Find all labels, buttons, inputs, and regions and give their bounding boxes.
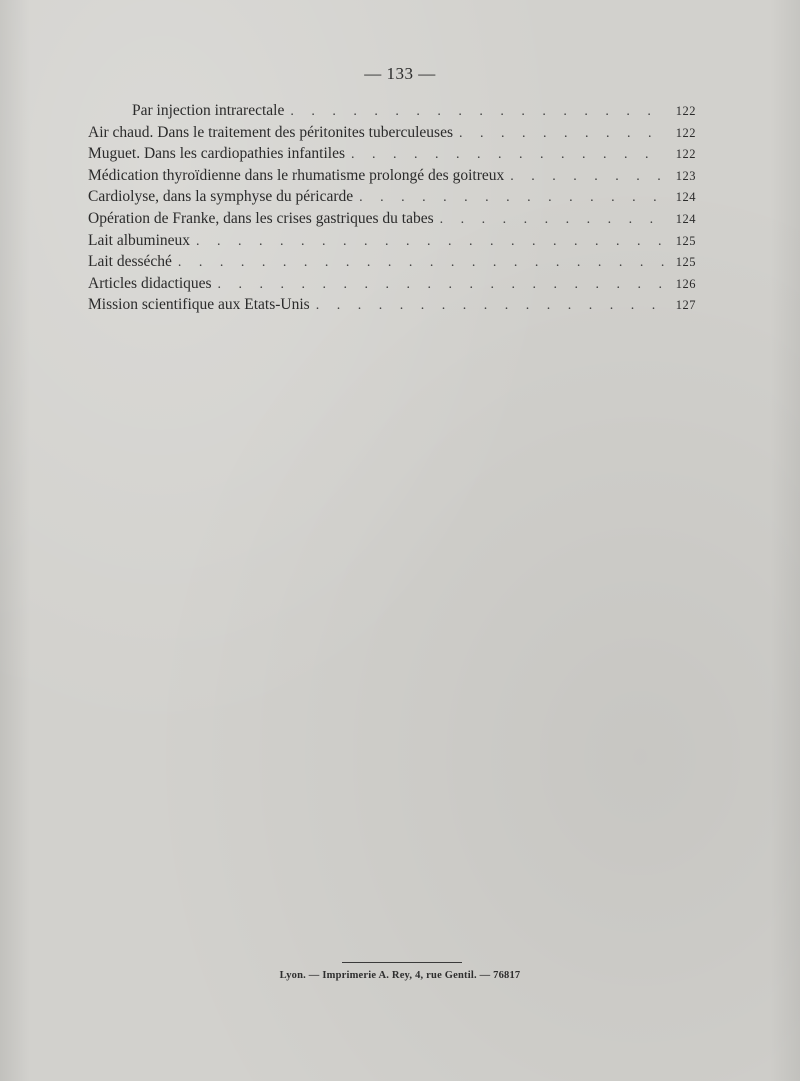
- table-of-contents: [88, 100, 696, 316]
- toc-entry-page: 123: [675, 168, 696, 183]
- dot-leader: [196, 231, 664, 253]
- toc-entry: [88, 230, 696, 252]
- toc-entry-page: 125: [675, 255, 696, 270]
- toc-entry-label: Mission scientifique aux Etats-Unis: [88, 296, 310, 314]
- toc-entry-page: 125: [675, 233, 696, 248]
- toc-entry-label: Muguet. Dans les cardiopathies infantiles: [88, 145, 345, 163]
- footer-rule: [342, 962, 462, 963]
- toc-entry-label: Lait albumineux: [88, 231, 191, 249]
- page-number-heading: — 133 —: [364, 64, 436, 83]
- dot-leader: [440, 209, 664, 231]
- toc-entry-label: Opération de Franke, dans les crises gastriques du tabes: [88, 209, 434, 227]
- toc-entry-page: 122: [675, 147, 696, 162]
- toc-entry: [88, 100, 696, 122]
- toc-entry-page: 126: [675, 276, 696, 291]
- toc-entry: [88, 208, 696, 230]
- toc-entry-label: Cardiolyse, dans la symphyse du péricarde: [88, 188, 354, 206]
- toc-entry-page: 124: [675, 190, 696, 205]
- toc-entry: [88, 251, 696, 273]
- toc-entry-label: Air chaud. Dans le traitement des péritonites tuberculeuses: [88, 123, 453, 141]
- toc-entry-page: 124: [675, 211, 696, 226]
- toc-entry: [88, 273, 696, 295]
- toc-entry-page: 122: [675, 125, 696, 140]
- dot-leader: [316, 295, 664, 317]
- dot-leader: [351, 144, 664, 166]
- toc-entry: [88, 165, 696, 187]
- dot-leader: [218, 274, 664, 296]
- toc-entry-label: Lait desséché: [88, 253, 172, 271]
- printer-imprint: Lyon. — Imprimerie A. Rey, 4, rue Gentil. — 76817: [279, 970, 521, 981]
- dot-leader: [359, 187, 664, 209]
- dot-leader: [178, 252, 664, 274]
- toc-entry: [88, 143, 696, 165]
- toc-entry: [88, 294, 696, 316]
- toc-entry-label: Par injection intrarectale: [132, 102, 285, 119]
- toc-entry: [88, 122, 696, 144]
- toc-entry-label: Médication thyroïdienne dans le rhumatisme prolongé des goitreux: [88, 166, 505, 184]
- toc-entry-label: Articles didactiques: [88, 274, 212, 292]
- toc-entry-page: 122: [675, 104, 696, 118]
- dot-leader: [510, 166, 664, 188]
- toc-entry: [88, 186, 696, 208]
- dot-leader: [459, 123, 664, 145]
- dot-leader: [290, 101, 664, 123]
- toc-entry-page: 127: [675, 298, 696, 313]
